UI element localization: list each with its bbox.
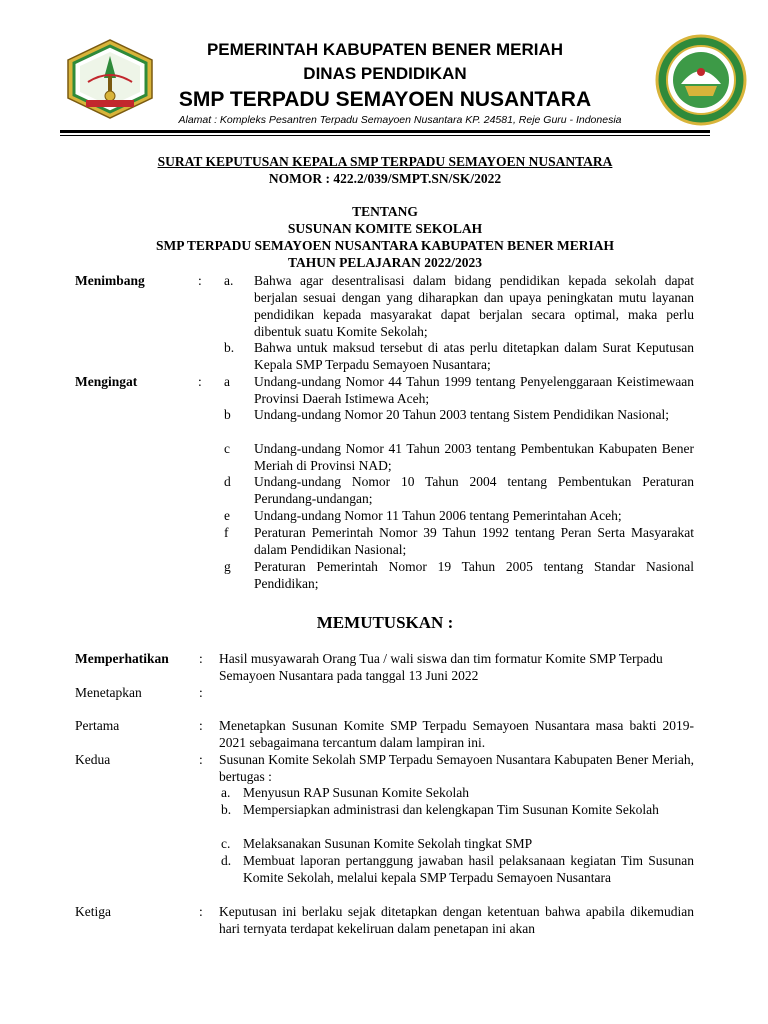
memperhatikan-text: Hasil musyawarah Orang Tua / wali siswa dan tim formatur Komite SMP Terpadu Semayoen Nusantara pada tanggal 13 Juni 2022 (219, 651, 663, 683)
menimbang-label: Menimbang (75, 273, 145, 288)
list-marker: e (224, 508, 230, 523)
menetapkan-colon: : (199, 685, 203, 700)
list-marker: g (224, 559, 231, 574)
mengingat-item: Undang-undang Nomor 10 Tahun 2004 tentang Pembentukan Peraturan Perundang-undangan; (254, 474, 694, 506)
memperhatikan-label: Memperhatikan (75, 651, 169, 666)
letterhead-address: Alamat : Kompleks Pesantren Terpadu Semayoen Nusantara KP. 24581, Reje Guru - Indonesia (178, 114, 622, 126)
letterhead-school-name: SMP TERPADU SEMAYOEN NUSANTARA (178, 88, 592, 111)
mengingat-item: Peraturan Pemerintah Nomor 19 Tahun 2005 tentang Standar Nasional Pendidikan; (254, 559, 694, 591)
tentang-heading: TENTANG (352, 204, 418, 219)
decree-number: NOMOR : 422.2/039/SMPT.SN/SK/2022 (268, 171, 502, 186)
kedua-colon: : (199, 752, 203, 767)
list-marker: f (224, 525, 229, 540)
mengingat-colon: : (198, 374, 202, 389)
menimbang-colon: : (198, 273, 202, 288)
subject-line-1: SUSUNAN KOMITE SEKOLAH (287, 221, 483, 236)
menimbang-item: Bahwa agar desentralisasi dalam bidang pendidikan kepada sekolah dapat berjalan sesuai dengan yang diharapkan dan upaya peningkatan mutu layanan pendidikan kepada masyarakat dapat berjalan secara optimal, maka perlu dibentuk suatu Komite Sekolah; (254, 273, 694, 339)
list-marker: c. (221, 836, 231, 851)
kedua-text: Susunan Komite Sekolah SMP Terpadu Semayoen Nusantara Kabupaten Bener Meriah, bertugas : (219, 752, 694, 784)
letterhead-line-office: DINAS PENDIDIKAN (303, 64, 467, 83)
subject-line-2: SMP TERPADU SEMAYOEN NUSANTARA KABUPATEN BENER MERIAH (155, 238, 615, 253)
menetapkan-label: Menetapkan (75, 685, 142, 700)
subject-line-3: TAHUN PELAJARAN 2022/2023 (287, 255, 482, 270)
mengingat-item: Undang-undang Nomor 44 Tahun 1999 tentang Penyelenggaraan Keistimewaan Provinsi Daerah Istimewa Aceh; (254, 374, 694, 406)
kedua-task-item: Membuat laporan pertanggung jawaban hasil pelaksanaan kegiatan Tim Susunan Komite Sekolah, melalui kepala SMP Terpadu Semayoen Nusantara (243, 853, 694, 885)
decree-title: SURAT KEPUTUSAN KEPALA SMP TERPADU SEMAYOEN NUSANTARA (157, 154, 613, 169)
mengingat-label: Mengingat (75, 374, 138, 389)
ketiga-text: Keputusan ini berlaku sejak ditetapkan dengan ketentuan bahwa apabila dikemudian hari ternyata terdapat kekeliruan dalam penetapan ini akan (219, 904, 694, 936)
list-marker: a. (224, 273, 234, 288)
list-marker: d. (221, 853, 232, 868)
list-marker: b. (221, 802, 232, 817)
pertama-label: Pertama (75, 718, 120, 733)
mengingat-item: Peraturan Pemerintah Nomor 39 Tahun 1992 tentang Peran Serta Masyarakat dalam Pendidikan Nasional; (254, 525, 694, 557)
ketiga-colon: : (199, 904, 203, 919)
kedua-label: Kedua (75, 752, 111, 767)
letterhead-rule-thin (60, 135, 710, 136)
kedua-task-item: Menyusun RAP Susunan Komite Sekolah (243, 785, 469, 800)
menimbang-item: Bahwa untuk maksud tersebut di atas perlu ditetapkan dalam Surat Keputusan Kepala SMP Terpadu Semayoen Nusantara; (254, 340, 694, 372)
pertama-text: Menetapkan Susunan Komite SMP Terpadu Semayoen Nusantara masa bakti 2019-2021 sebagaimana tercantum dalam lampiran ini. (219, 718, 694, 750)
list-marker: a. (221, 785, 231, 800)
kedua-task-item: Mempersiapkan administrasi dan kelengkapan Tim Susunan Komite Sekolah (243, 802, 659, 817)
memperhatikan-colon: : (199, 651, 203, 666)
ketiga-label: Ketiga (75, 904, 111, 919)
mengingat-item: Undang-undang Nomor 41 Tahun 2003 tentang Pembentukan Kabupaten Bener Meriah di Provinsi NAD; (254, 441, 694, 473)
list-marker: d (224, 474, 231, 489)
kedua-task-item: Melaksanakan Susunan Komite Sekolah tingkat SMP (243, 836, 533, 851)
list-marker: b (224, 407, 231, 422)
letterhead-rule (60, 130, 710, 133)
list-marker: b. (224, 340, 235, 355)
mengingat-item: Undang-undang Nomor 20 Tahun 2003 tentang Sistem Pendidikan Nasional; (254, 407, 669, 422)
memutuskan-heading: MEMUTUSKAN : (316, 613, 454, 632)
school-emblem-icon (655, 34, 747, 126)
mengingat-item: Undang-undang Nomor 11 Tahun 2006 tentang Pemerintahan Aceh; (254, 508, 622, 523)
list-marker: a (224, 374, 230, 389)
regency-emblem-icon (64, 38, 156, 120)
letterhead-line-government: PEMERINTAH KABUPATEN BENER MERIAH (206, 40, 564, 59)
pertama-colon: : (199, 718, 203, 733)
list-marker: c (224, 441, 230, 456)
